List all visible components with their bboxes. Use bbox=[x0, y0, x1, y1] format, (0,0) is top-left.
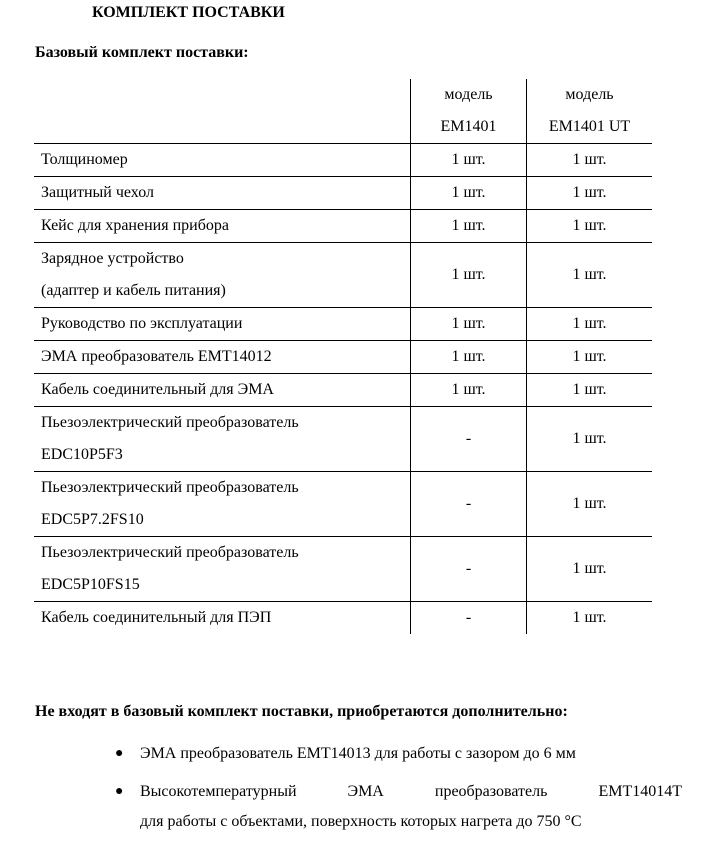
model-2-qty: 1 шт. bbox=[527, 308, 653, 341]
item-name-line: (адаптер и кабель питания) bbox=[41, 282, 226, 299]
table-row bbox=[34, 177, 652, 210]
item-name-cell bbox=[34, 243, 411, 308]
table-row bbox=[34, 341, 652, 374]
table-row bbox=[34, 243, 652, 308]
header-model-2-line1: модель bbox=[565, 86, 614, 103]
item-name-cell bbox=[34, 177, 411, 210]
item-name-line: Пьезоэлектрический преобразователь bbox=[41, 544, 299, 561]
item-name-cell bbox=[34, 341, 411, 374]
item-name-line: Пьезоэлектрический преобразователь bbox=[41, 479, 299, 496]
item-name-cell bbox=[34, 537, 411, 602]
list-item-word: ЭМА преобразователь ЕМТ14013 для работы с зазором до 6 мм bbox=[140, 745, 576, 762]
model-2-qty: 1 шт. bbox=[527, 177, 653, 210]
item-name-line: Зарядное устройство bbox=[41, 250, 184, 267]
header-model-1-line1: модель bbox=[444, 86, 493, 103]
model-1-qty: 1 шт. bbox=[411, 243, 527, 308]
model-2-qty: 1 шт. bbox=[527, 472, 653, 537]
list-item-text bbox=[140, 777, 682, 807]
model-1-qty: 1 шт. bbox=[411, 177, 527, 210]
header-model-2 bbox=[527, 79, 653, 144]
table-row bbox=[34, 472, 652, 537]
item-name-line: Руководство по эксплуатации bbox=[41, 315, 243, 332]
model-1-qty: - bbox=[411, 602, 527, 635]
model-1-qty: 1 шт. bbox=[411, 341, 527, 374]
model-1-qty: - bbox=[411, 537, 527, 602]
model-2-qty: 1 шт. bbox=[527, 341, 653, 374]
list-item-word: ЭМА bbox=[347, 783, 384, 800]
table-row bbox=[34, 144, 652, 177]
header-model-2-line2: ЕМ1401 UT bbox=[548, 118, 631, 135]
table-row bbox=[34, 407, 652, 472]
model-1-qty: 1 шт. bbox=[411, 308, 527, 341]
item-name-line: Кейс для хранения прибора bbox=[41, 217, 229, 234]
kit-table bbox=[34, 79, 652, 634]
item-name-cell bbox=[34, 472, 411, 537]
header-model-1 bbox=[411, 79, 527, 144]
list-item bbox=[112, 739, 682, 769]
item-name-cell bbox=[34, 407, 411, 472]
model-1-qty: - bbox=[411, 407, 527, 472]
model-2-qty: 1 шт. bbox=[527, 144, 653, 177]
model-1-qty: 1 шт. bbox=[411, 144, 527, 177]
model-2-qty: 1 шт. bbox=[527, 210, 653, 243]
model-2-qty: 1 шт. bbox=[527, 537, 653, 602]
item-name-line: EDC5P7.2FS10 bbox=[41, 511, 144, 528]
table-row bbox=[34, 308, 652, 341]
model-2-qty: 1 шт. bbox=[527, 243, 653, 308]
item-name-line: Толщиномер bbox=[41, 151, 128, 168]
item-name-line: Защитный чехол bbox=[41, 184, 154, 201]
header-model-1-line2: ЕМ1401 bbox=[440, 118, 497, 135]
model-1-qty: 1 шт. bbox=[411, 210, 527, 243]
item-name-cell bbox=[34, 308, 411, 341]
model-1-qty: - bbox=[411, 472, 527, 537]
table-row bbox=[34, 210, 652, 243]
table-row bbox=[34, 602, 652, 635]
bullet-icon: ● bbox=[115, 784, 124, 799]
model-2-qty: 1 шт. bbox=[527, 407, 653, 472]
item-name-line: Кабель соединительный для ПЭП bbox=[41, 609, 272, 626]
table-header-row bbox=[34, 79, 652, 144]
extra-items-list bbox=[112, 739, 682, 837]
item-name-line: EDC5P10FS15 bbox=[41, 576, 140, 593]
model-2-qty: 1 шт. bbox=[527, 602, 653, 635]
item-name-line: EDC10P5F3 bbox=[41, 446, 123, 463]
list-item bbox=[112, 777, 682, 837]
table-row bbox=[34, 374, 652, 407]
item-name-cell bbox=[34, 374, 411, 407]
table-row bbox=[34, 537, 652, 602]
item-name-cell bbox=[34, 144, 411, 177]
bullet-icon: ● bbox=[115, 746, 124, 761]
item-name-line: Пьезоэлектрический преобразователь bbox=[41, 414, 299, 431]
model-1-qty: 1 шт. bbox=[411, 374, 527, 407]
list-item-word: ЕМТ14014Т bbox=[598, 783, 682, 800]
basic-kit-heading: Базовый комплект поставки: bbox=[35, 44, 249, 61]
document-title: КОМПЛЕКТ ПОСТАВКИ bbox=[92, 4, 285, 21]
model-2-qty: 1 шт. bbox=[527, 374, 653, 407]
list-item-word: преобразователь bbox=[434, 783, 548, 800]
list-item-text bbox=[140, 739, 682, 769]
item-name-cell bbox=[34, 210, 411, 243]
item-name-cell bbox=[34, 602, 411, 635]
list-item-continuation: для работы с объектами, поверхность которых нагрета до 750 °С bbox=[140, 813, 582, 830]
extra-items-heading: Не входят в базовый комплект поставки, приобретаются дополнительно: bbox=[35, 703, 568, 720]
item-name-line: Кабель соединительный для ЭМА bbox=[41, 381, 274, 398]
list-item-word: Высокотемпературный bbox=[140, 783, 297, 800]
item-name-line: ЭМА преобразователь ЕМТ14012 bbox=[41, 348, 272, 365]
header-empty-cell bbox=[34, 79, 411, 144]
